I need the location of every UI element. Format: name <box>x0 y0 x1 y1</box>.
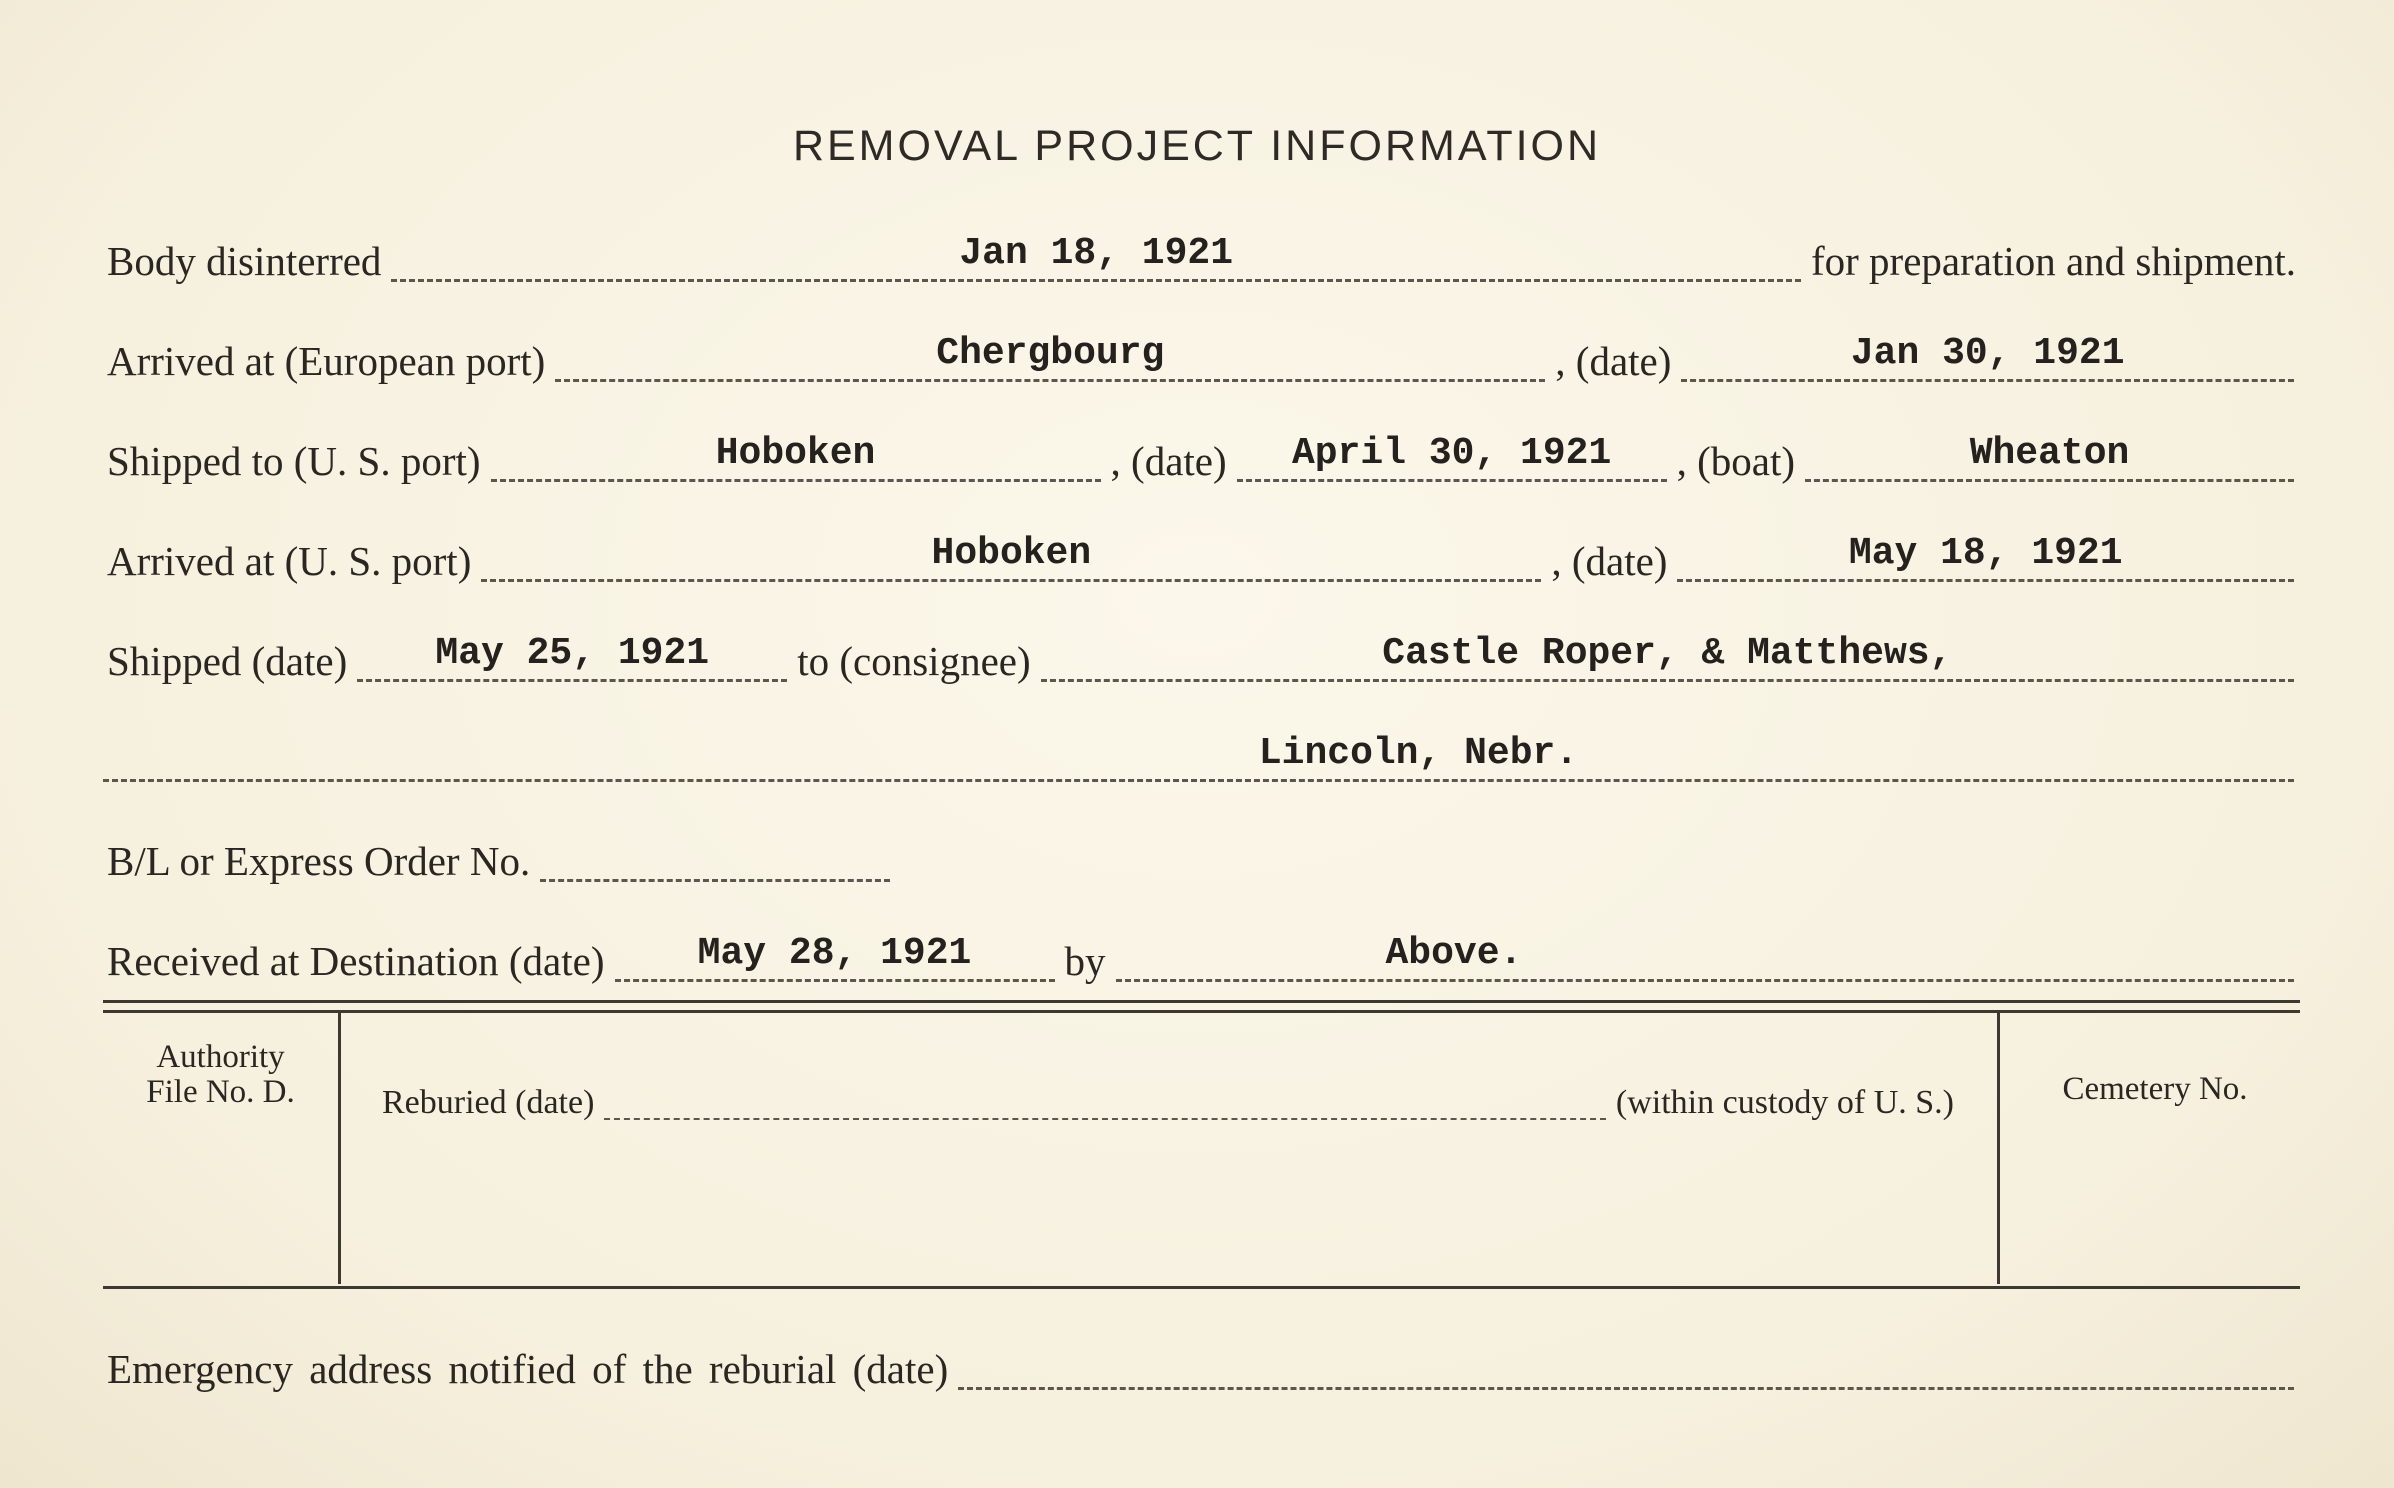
reburied-row <box>378 1070 1958 1120</box>
shipped-date-label: Shipped (date) <box>107 638 348 684</box>
authority-label-line2: File No. D. <box>146 1073 295 1110</box>
shipped-us-boat-field[interactable] <box>1805 431 2294 482</box>
received-by-label: by <box>1064 938 1106 984</box>
section-bottom-rule <box>103 1286 2300 1289</box>
emergency-label: Emergency address notified of the reburial (date) <box>107 1346 949 1392</box>
shipped-us-field[interactable] <box>491 431 1101 482</box>
received-row <box>103 922 2300 982</box>
shipped-us-date-field[interactable] <box>1237 431 1667 482</box>
consignee-cont-field[interactable] <box>103 731 2294 782</box>
section-divider <box>103 1000 2300 1013</box>
euro-port-label: Arrived at (European port) <box>107 338 546 384</box>
reburied-label: Reburied (date) <box>382 1084 595 1121</box>
shipped-date-row <box>103 622 2300 682</box>
authority-label <box>108 1040 333 1109</box>
euro-port-value: Chergbourg <box>936 332 1165 375</box>
cemetery-column-rule <box>1997 1012 2000 1284</box>
received-date-field[interactable] <box>615 931 1055 982</box>
form-title <box>0 122 2394 171</box>
authority-label-line1: Authority <box>156 1039 285 1075</box>
euro-port-date-label: , (date) <box>1555 338 1672 384</box>
authority-column-rule <box>338 1012 341 1284</box>
arrived-us-date-label: , (date) <box>1551 538 1668 584</box>
received-by-field[interactable] <box>1116 931 2295 982</box>
received-date-value: May 28, 1921 <box>697 932 972 975</box>
shipped-us-boat-value: Wheaton <box>1969 432 2130 475</box>
disinterred-field[interactable] <box>391 231 1801 282</box>
shipped-us-boat-label: , (boat) <box>1676 438 1796 484</box>
emergency-date-field[interactable] <box>958 1339 2294 1390</box>
arrived-us-date-field[interactable] <box>1677 531 2294 582</box>
emergency-row <box>103 1330 2300 1390</box>
form-title-text: REMOVAL PROJECT INFORMATION <box>792 122 1602 170</box>
arrived-us-row <box>103 522 2300 582</box>
bl-order-label: B/L or Express Order No. <box>107 838 531 884</box>
custody-label: (within custody of U. S.) <box>1615 1084 1954 1121</box>
disinterred-row <box>103 222 2300 282</box>
consignee-field[interactable] <box>1041 631 2294 682</box>
euro-port-date-value: Jan 30, 1921 <box>1850 332 2125 375</box>
arrived-us-label: Arrived at (U. S. port) <box>107 538 472 584</box>
shipped-us-label: Shipped to (U. S. port) <box>107 438 481 484</box>
shipped-us-value: Hoboken <box>715 432 876 475</box>
consignee-cont-value: Lincoln, Nebr. <box>1258 732 1579 775</box>
euro-port-field[interactable] <box>555 331 1545 382</box>
shipped-us-row <box>103 422 2300 482</box>
reburied-date-field[interactable] <box>604 1082 1606 1120</box>
euro-port-row <box>103 322 2300 382</box>
bl-order-row <box>103 822 2300 882</box>
received-by-value: Above. <box>1385 932 1523 975</box>
arrived-us-value: Hoboken <box>931 532 1092 575</box>
bl-order-field[interactable] <box>540 831 890 882</box>
received-label: Received at Destination (date) <box>107 938 605 984</box>
disinterred-value: Jan 18, 1921 <box>959 232 1234 275</box>
disinterred-label: Body disinterred <box>107 238 382 284</box>
shipped-date-value: May 25, 1921 <box>435 632 710 675</box>
consignee-value: Castle Roper, & Matthews, <box>1382 632 1953 675</box>
euro-port-date-field[interactable] <box>1681 331 2294 382</box>
shipped-us-date-label: , (date) <box>1110 438 1227 484</box>
arrived-us-field[interactable] <box>481 531 1541 582</box>
cemetery-label: Cemetery No. <box>2062 1071 2248 1107</box>
shipped-date-field[interactable] <box>357 631 787 682</box>
arrived-us-date-value: May 18, 1921 <box>1848 532 2123 575</box>
consignee-label: to (consignee) <box>797 638 1031 684</box>
disinterred-suffix: for preparation and shipment. <box>1810 238 2296 284</box>
consignee-cont-row <box>103 722 2300 782</box>
shipped-us-date-value: April 30, 1921 <box>1292 432 1612 475</box>
